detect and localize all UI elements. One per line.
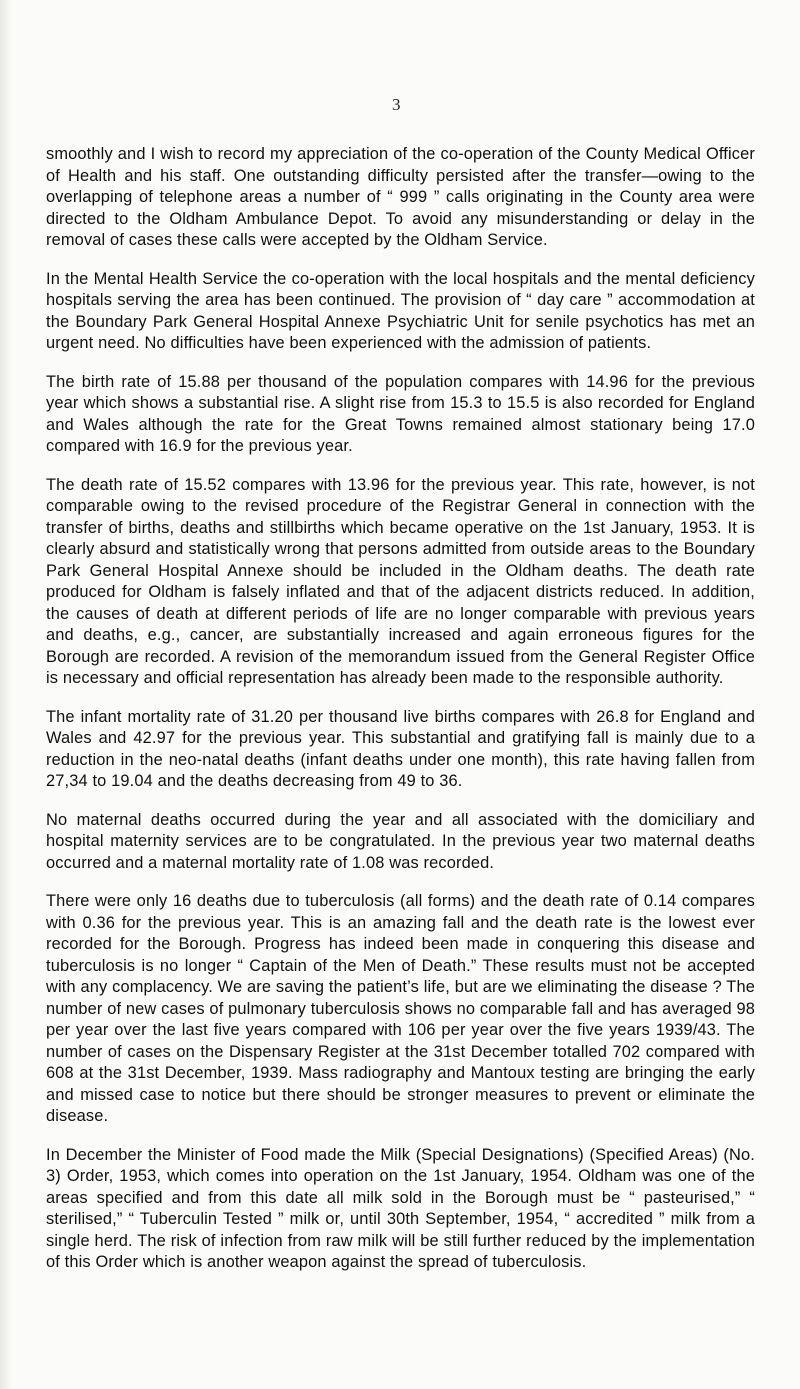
page-number: 3 [392, 95, 401, 114]
paragraph-birth-rate: The birth rate of 15.88 per thousand of the population compares with 14.96 for the previous year which shows a substantial rise. A slight rise from 15.3 to 15.5 is also recorded for England and Wales although the rate for the Great Towns remained almost stationary being 17.0 compared with 16.9 for the previous year. [46, 372, 755, 455]
paragraph-maternal-deaths: No maternal deaths occurred during the year and all associated with the domiciliary and hospital maternity services are to be congratulated. In the previous year two maternal deaths occurred and a maternal mortality rate of 1.08 was recorded. [46, 810, 755, 872]
paragraph-death-rate: The death rate of 15.52 compares with 13.96 for the previous year. This rate, however, is not comparable owing to the revised procedure of the Registrar General in connection with the transfer of births, deaths and stillbirths which became operative on the 1st January, 1953. It is clearly absurd and statistically wrong that persons admitted from outside areas to the Boundary Park General Hospital Annexe should be included in the Oldham deaths. The death rate produced for Oldham is falsely inflated and that of the adjacent districts reduced. In addition, the causes of death at different periods of life are no longer comparable with previous years and deaths, e.g., cancer, are substantially increased and again erroneous figures for the Borough are recorded. A revision of the memorandum issued from the General Register Office is necessary and official representation has already been made to the responsible authority. [46, 475, 755, 687]
paragraph-ambulance-service: smoothly and I wish to record my appreciation of the co-operation of the County Medical Officer of Health and his staff. One outstanding difficulty persisted after the transfer—owing to the overlapping of telephone areas a number of “ 999 ” calls originating in the County area were directed to the Oldham Ambulance Depot. To avoid any misunderstanding or delay in the removal of cases these calls were accepted by the Oldham Service. [46, 145, 755, 249]
paragraph-infant-mortality: The infant mortality rate of 31.20 per thousand live births compares with 26.8 for England and Wales and 42.97 for the previous year. This substantial and gratifying fall is mainly due to a reduction in the neo-natal deaths (infant deaths under one month), this rate having fallen from 27,34 to 19.04 and the deaths decreasing from 49 to 36. [46, 707, 755, 790]
paragraph-milk-order: In December the Minister of Food made the Milk (Special Designations) (Specified Areas) (No. 3) Order, 1953, which comes into operation on the 1st January, 1954. Oldham was one of the areas specified and from this date all milk sold in the Borough must be “ pasteurised,” “ sterilised,” “ Tuberculin Tested ” milk or, until 30th September, 1954, “ accredited ” milk from a single herd. The risk of infection from raw milk will be still further reduced by the implementation of this Order which is another weapon against the spread of tuberculosis. [46, 1145, 755, 1271]
paragraph-mental-health-service: In the Mental Health Service the co-operation with the local hospitals and the mental deficiency hospitals serving the area has been continued. The provision of “ day care ” accommodation at the Boundary Park General Hospital Annexe Psychiatric Unit for senile psychotics has met an urgent need. No difficulties have been experienced with the admission of patients. [46, 269, 755, 352]
report-body [46, 144, 755, 1274]
paragraph-tuberculosis: There were only 16 deaths due to tuberculosis (all forms) and the death rate of 0.14 compares with 0.36 for the previous year. This is an amazing fall and the death rate is the lowest ever recorded for the Borough. Progress has indeed been made in conquering this disease and tuberculosis is no longer “ Captain of the Men of Death.” These results must not be accepted with any complacency. We are saving the patient’s life, but are we eliminating the disease ? The number of new cases of pulmonary tuberculosis shows no comparable fall and has averaged 98 per year over the last five years compared with 106 per year over the five years 1939/43. The number of cases on the Dispensary Register at the 31st December totalled 702 compared with 608 at the 31st December, 1939. Mass radiography and Mantoux testing are bringing the early and missed case to notice but there should be stronger measures to prevent or eliminate the disease. [46, 892, 755, 1125]
